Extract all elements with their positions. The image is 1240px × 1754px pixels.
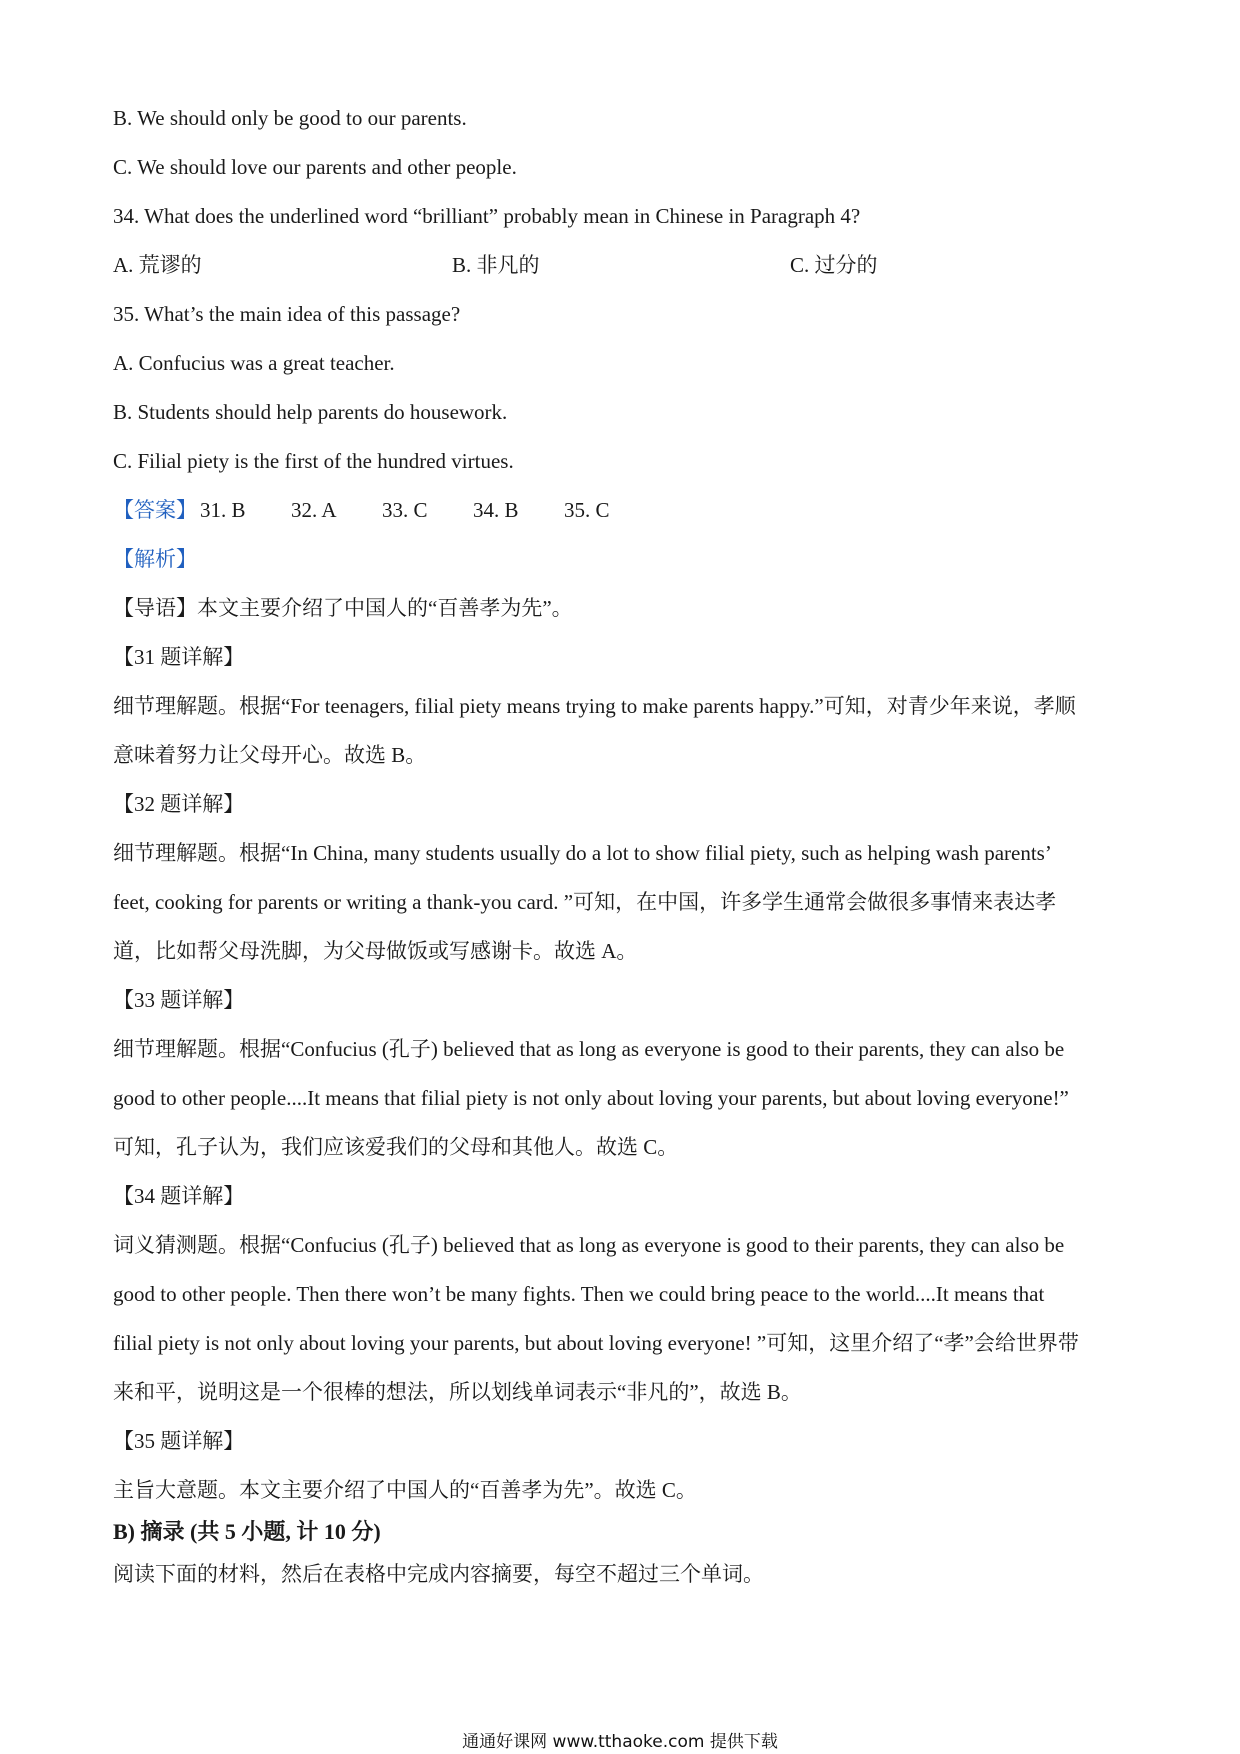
q34-detail-title: 【34 题详解】 [113, 1184, 245, 1208]
q34-option-c: C. 过分的 [790, 253, 878, 277]
q32-detail-title: 【32 题详解】 [113, 792, 245, 816]
q34-detail-line-4: 来和平，说明这是一个很棒的想法，所以划线单词表示“非凡的”，故选 B。 [113, 1380, 802, 1404]
section-b-title: B) 摘录 (共 5 小题, 计 10 分) [113, 1519, 381, 1544]
footer-watermark: 通通好课网 www.tthaoke.com 提供下载 [462, 1732, 778, 1752]
section-b-instruction: 阅读下面的材料，然后在表格中完成内容摘要，每空不超过三个单词。 [113, 1562, 764, 1586]
q34-option-a: A. 荒谬的 [113, 253, 202, 277]
analysis-label: 【解析】 [113, 547, 197, 571]
q34-option-b: B. 非凡的 [452, 253, 540, 277]
q32-detail-line-2: feet, cooking for parents or writing a thank-you card. ”可知，在中国，许多学生通常会做很多事情来表达孝 [113, 890, 1057, 914]
q35-detail-line-1: 主旨大意题。本文主要介绍了中国人的“百善孝为先”。故选 C。 [113, 1478, 697, 1502]
q34-detail-line-3: filial piety is not only about loving your parents, but about loving everyone! ”可知，这里介绍了“孝”会给世界带 [113, 1331, 1079, 1355]
q31-detail-title: 【31 题详解】 [113, 645, 245, 669]
q35-stem: 35. What’s the main idea of this passage? [113, 302, 461, 326]
answer-label: 【答案】 [113, 498, 197, 522]
answer-item-31: 31. B [200, 498, 246, 522]
q31-detail-line-2: 意味着努力让父母开心。故选 B。 [113, 743, 427, 767]
answer-item-34: 34. B [473, 498, 519, 522]
q33-detail-line-1: 细节理解题。根据“Confucius (孔子) believed that as long as everyone is good to their parents, they can also be [113, 1037, 1065, 1061]
q33-detail-line-3: 可知，孔子认为，我们应该爱我们的父母和其他人。故选 C。 [113, 1135, 679, 1159]
q34-detail-line-2: good to other people. Then there won’t be many fights. Then we could bring peace to the world....It means that [113, 1282, 1045, 1306]
q32-detail-line-3: 道，比如帮父母洗脚，为父母做饭或写感谢卡。故选 A。 [113, 939, 638, 963]
answer-item-35: 35. C [564, 498, 610, 522]
q34-detail-line-1: 词义猜测题。根据“Confucius (孔子) believed that as long as everyone is good to their parents, they can also be [113, 1233, 1065, 1257]
q33-detail-title: 【33 题详解】 [113, 988, 245, 1012]
q33-detail-line-2: good to other people....It means that filial piety is not only about loving your parents, but about loving everyone!” [113, 1086, 1069, 1110]
q33-option-b: B. We should only be good to our parents. [113, 106, 467, 130]
q31-detail-line-1: 细节理解题。根据“For teenagers, filial piety means trying to make parents happy.”可知，对青少年来说，孝顺 [113, 694, 1076, 718]
q35-option-b: B. Students should help parents do housework. [113, 400, 508, 424]
answer-item-33: 33. C [382, 498, 428, 522]
q35-option-a: A. Confucius was a great teacher. [113, 351, 395, 375]
q35-detail-title: 【35 题详解】 [113, 1429, 245, 1453]
q35-option-c: C. Filial piety is the first of the hundred virtues. [113, 449, 514, 473]
q34-stem: 34. What does the underlined word “brilliant” probably mean in Chinese in Paragraph 4? [113, 204, 861, 228]
answer-item-32: 32. A [291, 498, 337, 522]
analysis-intro: 【导语】本文主要介绍了中国人的“百善孝为先”。 [113, 596, 573, 620]
q33-option-c: C. We should love our parents and other people. [113, 155, 517, 179]
q32-detail-line-1: 细节理解题。根据“In China, many students usually do a lot to show filial piety, such as helping wash parents’ [113, 841, 1052, 865]
